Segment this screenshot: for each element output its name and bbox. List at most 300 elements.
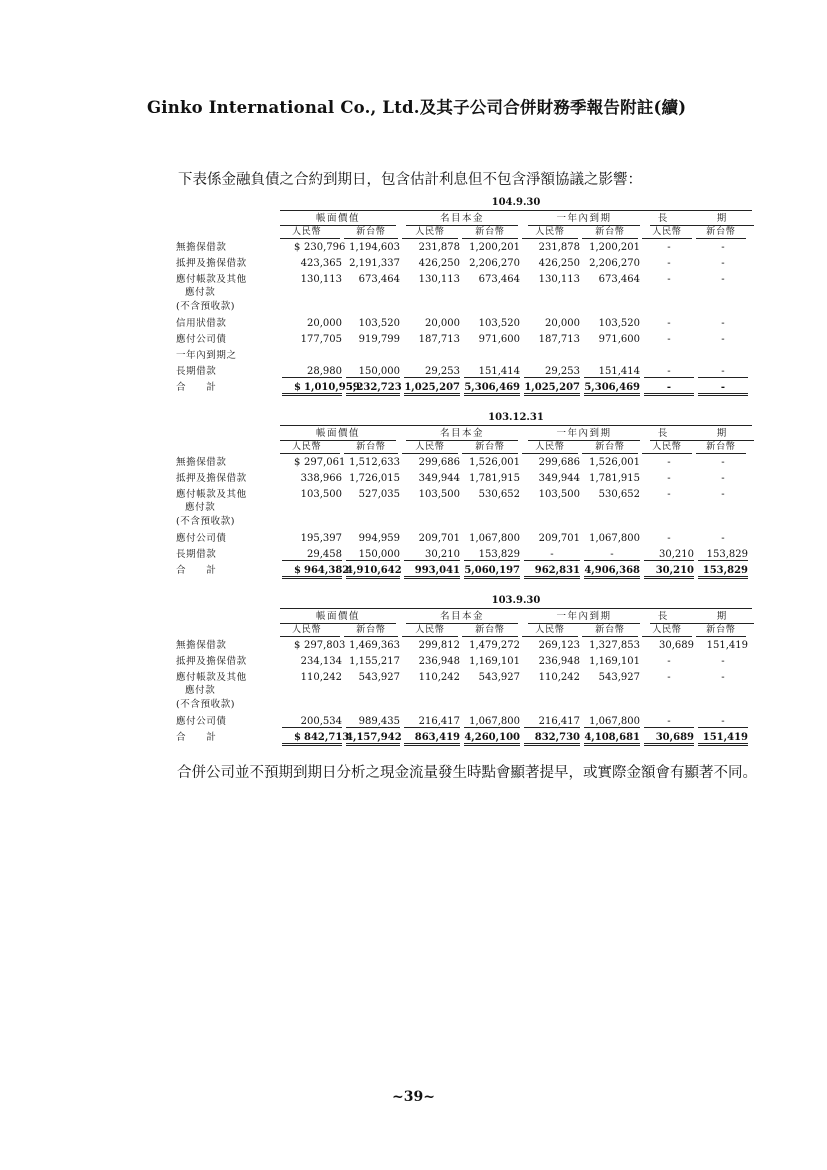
cell-value: 231,878	[538, 241, 580, 253]
cell-value: 151,419	[706, 639, 748, 651]
currency-header: 新台幣	[462, 228, 518, 239]
cell-value: 209,701	[418, 533, 460, 544]
group-header: 長 期	[650, 429, 754, 441]
maturity-table-1	[176, 198, 752, 396]
table-cell	[584, 259, 640, 269]
cell-value: -	[721, 716, 725, 727]
dollar-sign: $	[294, 241, 301, 253]
table-cell	[404, 474, 460, 484]
cell-value: 30,689	[659, 639, 694, 651]
table-cell	[346, 383, 400, 396]
cell-value: 103,520	[478, 318, 520, 329]
table-cell	[346, 534, 400, 544]
group-header-row	[176, 214, 752, 226]
table-cell	[524, 550, 580, 561]
cell-value: 543,927	[478, 671, 520, 683]
row-label-line: 應付款	[185, 287, 216, 298]
table-row	[176, 243, 752, 255]
cell-value: 150,000	[358, 366, 400, 377]
cell-value: -	[721, 334, 725, 345]
table-cell	[464, 383, 520, 396]
table-cell	[464, 534, 520, 544]
group-header: 名目本金	[406, 429, 518, 441]
row-label: 合 計	[176, 565, 217, 576]
table-row	[176, 490, 752, 531]
table-cell	[404, 259, 460, 269]
table-cell	[282, 335, 342, 345]
currency-header: 新台幣	[344, 443, 398, 454]
cell-value: -	[721, 273, 725, 285]
table-cell	[282, 732, 350, 746]
cell-value: 151,414	[598, 366, 640, 377]
cell-value: 989,435	[358, 716, 400, 727]
cell-value: 150,000	[358, 549, 400, 560]
table-cell	[584, 383, 640, 396]
cell-value: 1,169,101	[589, 655, 640, 667]
table-cell	[698, 383, 748, 396]
cell-value: -	[610, 549, 614, 560]
table-cell	[282, 550, 342, 561]
table-cell	[644, 673, 694, 683]
cell-value: 5,060,197	[464, 565, 520, 576]
table-cell	[644, 243, 694, 253]
table-cell	[524, 534, 580, 544]
cell-value: 299,686	[418, 456, 460, 468]
cell-value: 30,210	[655, 565, 694, 576]
cell-value: 236,948	[538, 655, 580, 667]
group-header: 帳面價值	[280, 429, 396, 441]
row-label-line: 應付帳款及其他	[176, 273, 247, 285]
table-cell	[346, 367, 400, 378]
table-cell	[464, 641, 520, 651]
table-cell	[698, 335, 748, 345]
cell-value: 4,906,368	[584, 565, 640, 576]
cell-value: 4,157,942	[346, 732, 402, 743]
table-cell	[524, 490, 580, 500]
table-cell	[644, 566, 694, 579]
cell-value: 919,799	[358, 334, 400, 345]
cell-value: 153,829	[706, 549, 748, 560]
cell-value: 530,652	[478, 488, 520, 500]
cell-value: 971,600	[478, 334, 520, 345]
table-cell	[584, 550, 640, 561]
cell-value: -	[721, 366, 725, 377]
table-cell	[584, 319, 640, 329]
cell-value: 234,134	[300, 655, 342, 667]
cell-value: 338,966	[300, 472, 342, 484]
table-cell	[282, 367, 342, 378]
table-cell	[584, 717, 640, 728]
table-cell	[464, 335, 520, 345]
table-cell	[524, 275, 580, 285]
cell-value: 103,520	[358, 318, 400, 329]
cell-value: 1,194,603	[349, 241, 400, 253]
table-cell	[346, 335, 400, 345]
table-cell	[524, 458, 580, 468]
cell-value: 426,250	[538, 257, 580, 269]
cell-value: -	[721, 257, 725, 269]
cell-value: 29,458	[307, 549, 342, 560]
cell-value: 216,417	[418, 716, 460, 727]
table-row	[176, 458, 752, 470]
table-cell	[404, 641, 460, 651]
table-cell	[644, 335, 694, 345]
table-row	[176, 733, 752, 746]
cell-value: 103,500	[300, 488, 342, 500]
cell-value: 231,878	[418, 241, 460, 253]
cell-value: 1,479,272	[469, 639, 520, 651]
table-cell	[524, 673, 580, 683]
table-cell	[584, 673, 640, 683]
table-cell	[346, 657, 400, 667]
table-cell	[644, 657, 694, 667]
cell-value: -	[550, 549, 554, 560]
currency-header: 人民幣	[522, 626, 578, 637]
cell-value: 994,959	[358, 533, 400, 544]
cell-value: 349,944	[418, 472, 460, 484]
row-label: 抵押及擔保借款	[176, 655, 247, 667]
cell-value: 5,306,469	[584, 382, 640, 393]
cell-value: -	[667, 257, 671, 269]
table-cell	[698, 367, 748, 378]
group-header: 名目本金	[406, 612, 518, 624]
group-header: 長 期	[650, 214, 754, 226]
cell-value: 4,260,100	[464, 732, 520, 743]
cell-value: 103,500	[418, 488, 460, 500]
table-cell	[698, 259, 748, 269]
cell-value: -	[721, 533, 725, 544]
dollar-sign: $	[294, 456, 301, 468]
currency-header: 新台幣	[582, 228, 638, 239]
table-cell	[524, 259, 580, 269]
period-label: 103.9.30	[280, 596, 752, 609]
intro-text: 下表係金融負債之合約到期日，包含估計利息但不包含淨額協議之影響：	[178, 172, 642, 188]
table-cell	[404, 673, 460, 683]
cell-value: 30,689	[655, 732, 694, 743]
table-cell	[698, 717, 748, 728]
cell-value: 4,108,681	[584, 732, 640, 743]
cell-value: 1,512,633	[349, 456, 400, 468]
cell-value: 4,910,642	[346, 565, 402, 576]
table-cell	[464, 243, 520, 253]
table-cell	[464, 717, 520, 728]
currency-header: 新台幣	[344, 228, 398, 239]
cell-value: -	[721, 671, 725, 683]
table-cell	[524, 367, 580, 378]
group-header: 一年內到期	[528, 214, 640, 226]
table-cell	[644, 550, 694, 561]
cell-value: 1,067,800	[469, 533, 520, 544]
cell-value: 209,701	[538, 533, 580, 544]
table-cell	[644, 458, 694, 468]
row-label	[176, 275, 280, 316]
page-number: ~39~	[392, 1089, 435, 1105]
table-cell	[346, 566, 400, 579]
table-cell	[346, 275, 400, 285]
cell-value: 1,327,853	[589, 639, 640, 651]
cell-value: 1,067,800	[589, 716, 640, 727]
table-cell	[524, 566, 580, 579]
table-cell	[644, 641, 694, 651]
table-cell	[464, 275, 520, 285]
cell-value: 110,242	[538, 671, 580, 683]
cell-value: 1,025,207	[524, 382, 580, 393]
table-row	[176, 717, 752, 729]
currency-header: 人民幣	[280, 626, 340, 637]
table-cell	[584, 490, 640, 500]
cell-value: 230,796	[304, 241, 346, 253]
table-cell	[584, 657, 640, 667]
table-cell	[698, 319, 748, 329]
table-cell	[524, 474, 580, 484]
cell-value: 153,829	[702, 565, 748, 576]
table-row	[176, 474, 752, 486]
cell-value: -	[667, 456, 671, 468]
table-cell	[464, 566, 520, 579]
cell-value: 130,113	[300, 273, 342, 285]
cell-value: -	[721, 318, 725, 329]
table-cell	[584, 275, 640, 285]
group-header: 帳面價值	[280, 214, 396, 226]
table-cell	[404, 458, 460, 468]
cell-value: 110,242	[418, 671, 460, 683]
cell-value: 216,417	[538, 716, 580, 727]
currency-header: 人民幣	[280, 443, 340, 454]
table-cell	[644, 319, 694, 329]
currency-header: 人民幣	[402, 443, 458, 454]
row-label-line: 應付帳款及其他	[176, 488, 247, 500]
table-row	[176, 534, 752, 546]
table-cell	[464, 474, 520, 484]
table-cell	[644, 383, 694, 396]
table-cell	[524, 717, 580, 728]
cell-value: -	[667, 241, 671, 253]
table-cell	[404, 243, 460, 253]
table-cell	[584, 458, 640, 468]
table-cell	[644, 490, 694, 500]
table-row	[176, 335, 752, 347]
maturity-table-3	[176, 596, 752, 746]
table-cell	[404, 534, 460, 544]
currency-header: 新台幣	[582, 626, 638, 637]
table-row	[176, 351, 752, 363]
cell-value: 236,948	[418, 655, 460, 667]
cell-value: 832,730	[534, 732, 580, 743]
cell-value: 299,686	[538, 456, 580, 468]
row-label	[176, 490, 280, 531]
table-cell	[524, 383, 580, 396]
table-row	[176, 566, 752, 579]
table-cell	[698, 657, 748, 667]
period-label: 104.9.30	[280, 198, 752, 211]
currency-header: 人民幣	[522, 228, 578, 239]
cell-value: -	[721, 472, 725, 484]
row-label: 抵押及擔保借款	[176, 257, 247, 269]
table-cell	[644, 367, 694, 378]
table-cell	[404, 383, 460, 396]
group-header-row	[176, 612, 752, 624]
table-cell	[584, 335, 640, 345]
table-cell	[584, 534, 640, 544]
table-cell	[282, 275, 342, 285]
table-cell	[644, 733, 694, 746]
cell-value: 971,600	[598, 334, 640, 345]
cell-value: 1,010,959	[304, 382, 360, 393]
cell-value: 964,382	[304, 565, 350, 576]
currency-header-row	[176, 443, 752, 454]
cell-value: 299,812	[418, 639, 460, 651]
cell-value: 1,526,001	[589, 456, 640, 468]
cell-value: 1,155,217	[349, 655, 400, 667]
cell-value: 527,035	[358, 488, 400, 500]
cell-value: 103,520	[598, 318, 640, 329]
cell-value: 297,061	[304, 456, 346, 468]
table-cell	[698, 673, 748, 683]
row-label-line: 應付款	[185, 502, 216, 513]
cell-value: 1,025,207	[404, 382, 460, 393]
table-cell	[464, 657, 520, 667]
cell-value: -	[721, 456, 725, 468]
table-cell	[524, 335, 580, 345]
table-cell	[464, 319, 520, 329]
cell-value: 673,464	[478, 273, 520, 285]
row-label: 應付公司債	[176, 334, 227, 345]
table-cell	[464, 367, 520, 378]
cell-value: 673,464	[358, 273, 400, 285]
currency-header-row	[176, 228, 752, 239]
table-cell	[698, 243, 748, 253]
table-cell	[524, 641, 580, 651]
cell-value: -	[721, 241, 725, 253]
table-cell	[584, 367, 640, 378]
cell-value: 130,113	[418, 273, 460, 285]
table-row	[176, 259, 752, 271]
table-row	[176, 657, 752, 669]
table-cell	[346, 319, 400, 329]
table-cell	[644, 717, 694, 728]
cell-value: -	[667, 273, 671, 285]
cell-value: 1,781,915	[469, 472, 520, 484]
cell-value: -	[667, 671, 671, 683]
cell-value: -	[667, 318, 671, 329]
currency-header: 新台幣	[462, 626, 518, 637]
dollar-sign: $	[294, 732, 301, 743]
table-cell	[346, 641, 400, 651]
cell-value: 1,200,201	[469, 241, 520, 253]
group-header-row	[176, 429, 752, 441]
row-label-line: (不含預收款)	[176, 515, 236, 527]
cell-value: 349,944	[538, 472, 580, 484]
cell-value: 29,253	[545, 366, 580, 377]
cell-value: 200,534	[300, 716, 342, 727]
cell-value: 673,464	[598, 273, 640, 285]
maturity-table-2	[176, 413, 752, 579]
cell-value: 993,041	[414, 565, 460, 576]
cell-value: 151,414	[478, 366, 520, 377]
table-cell	[282, 474, 342, 484]
currency-header: 新台幣	[696, 443, 746, 454]
row-label-line: 應付帳款及其他	[176, 671, 247, 683]
row-label: 無擔保借款	[176, 241, 227, 253]
table-cell	[698, 534, 748, 544]
table-cell	[282, 639, 346, 651]
table-cell	[282, 717, 342, 728]
table-cell	[282, 565, 350, 579]
cell-value: 530,652	[598, 488, 640, 500]
table-cell	[464, 259, 520, 269]
table-cell	[698, 490, 748, 500]
row-label: 一年內到期之	[176, 350, 237, 361]
cell-value: 103,500	[538, 488, 580, 500]
cell-value: 1,469,363	[349, 639, 400, 651]
table-cell	[346, 673, 400, 683]
group-header: 名目本金	[406, 214, 518, 226]
cell-value: 130,113	[538, 273, 580, 285]
cell-value: 1,526,001	[469, 456, 520, 468]
table-cell	[282, 259, 342, 269]
row-label	[176, 673, 280, 714]
table-cell	[524, 243, 580, 253]
table-cell	[346, 733, 400, 746]
cell-value: 962,831	[534, 565, 580, 576]
table-row	[176, 275, 752, 316]
table-cell	[698, 733, 748, 746]
dollar-sign: $	[294, 639, 301, 651]
footer-paragraph: 合併公司並不預期到期日分析之現金流量發生時點會顯著提早，或實際金額會有顯著不同。	[177, 765, 757, 781]
group-header: 一年內到期	[528, 429, 640, 441]
cell-value: 423,365	[300, 257, 342, 269]
cell-value: 187,713	[418, 334, 460, 345]
table-cell	[404, 717, 460, 728]
cell-value: 1,726,015	[349, 472, 400, 484]
table-cell	[698, 474, 748, 484]
table-cell	[698, 458, 748, 468]
currency-header: 人民幣	[642, 228, 692, 239]
currency-header: 人民幣	[402, 626, 458, 637]
cell-value: 1,169,101	[469, 655, 520, 667]
cell-value: 151,419	[702, 732, 748, 743]
table-cell	[282, 241, 346, 253]
row-label: 合 計	[176, 382, 217, 393]
table-cell	[644, 534, 694, 544]
cell-value: 30,210	[425, 549, 460, 560]
table-cell	[282, 673, 342, 683]
table-cell	[404, 490, 460, 500]
group-header: 長 期	[650, 612, 754, 624]
table-cell	[346, 550, 400, 561]
table-cell	[282, 319, 342, 329]
currency-header: 人民幣	[402, 228, 458, 239]
cell-value: 543,927	[358, 671, 400, 683]
cell-value: 2,206,270	[469, 257, 520, 269]
cell-value: 2,191,337	[349, 257, 400, 269]
row-label: 合 計	[176, 732, 217, 743]
row-label: 應付公司債	[176, 716, 227, 727]
cell-value: -	[720, 382, 726, 393]
table-cell	[464, 550, 520, 561]
table-cell	[698, 550, 748, 561]
cell-value: 269,123	[538, 639, 580, 651]
cell-value: 30,210	[659, 549, 694, 560]
table-cell	[524, 733, 580, 746]
table-cell	[584, 641, 640, 651]
table-cell	[346, 474, 400, 484]
table-cell	[698, 275, 748, 285]
cell-value: 842,713	[304, 732, 350, 743]
cell-value: 20,000	[425, 318, 460, 329]
cell-value: -	[721, 488, 725, 500]
cell-value: 426,250	[418, 257, 460, 269]
